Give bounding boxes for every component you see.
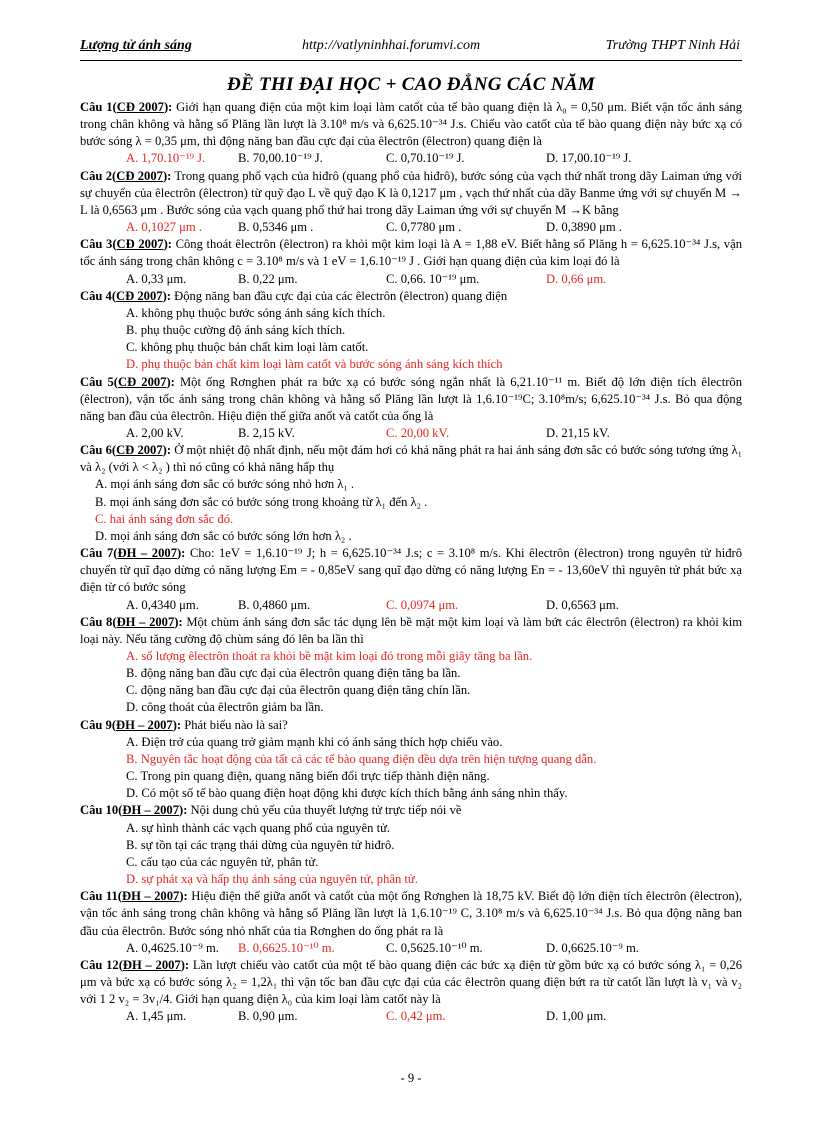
question-stem <box>80 545 742 596</box>
question-stem <box>80 614 742 648</box>
answer-option: B. sự tồn tại các trạng thái dừng của nguyên tử hiđrô. <box>126 837 395 852</box>
answer-option: A. số lượng êlectrôn thoát ra khỏi bề mặt kim loại đó trong mỗi giây tăng ba lần. <box>126 649 533 663</box>
question-stem <box>80 374 742 425</box>
question-number-close: ): <box>176 546 186 561</box>
question-text: Phát biểu nào là sai? <box>181 717 288 732</box>
answer-option: B. 0,4860 μm. <box>238 597 311 612</box>
answer-options-row <box>80 271 742 288</box>
question-text: Hiệu điện thế giữa anốt và catốt của một ống Rơnghen là 18,75 kV. Biết độ lớn điện tích êlectrôn (êlectron), vận tốc ánh sáng trong chân không và hằng số Plăng lần lượt là 1,6.10⁻¹⁹ C, 3.10⁸ m/s và 6,625.10⁻³⁴ J.s. Bỏ qua động năng ban đầu của êlectrôn. Bước sóng nhỏ nhất của tia Rơnghen do ống phát ra là <box>80 889 743 938</box>
answer-option: C. 0,7780 μm . <box>386 220 462 235</box>
answer-option: C. động năng ban đầu cực đại của êlectrôn quang điện tăng chín lần. <box>126 683 471 698</box>
question-stem <box>80 957 742 1008</box>
page-title: ĐỀ THI ĐẠI HỌC + CAO ĐẲNG CÁC NĂM <box>226 74 596 95</box>
answer-option: B. 0,90 μm. <box>238 1009 298 1024</box>
question-number: Câu 2( <box>80 168 117 183</box>
question-number-close: ): <box>179 889 188 904</box>
answer-option: A. 0,1027 μm . <box>126 220 203 235</box>
question-stem <box>80 168 742 219</box>
answer-option: A. Điện trở của quang trở giảm mạnh khi có ánh sáng thích hợp chiếu vào. <box>126 734 503 749</box>
question-source: CĐ 2007 <box>116 100 164 114</box>
question-stem <box>80 802 742 819</box>
question-source: ĐH – 2007 <box>116 614 175 629</box>
answer-options-row <box>80 1008 742 1025</box>
question-source: CĐ 2007 <box>116 168 163 183</box>
question-source: ĐH – 2007 <box>116 717 173 732</box>
answer-option: D. 17,00.10⁻¹⁹ J. <box>546 151 632 166</box>
answer-option: B. 70,00.10⁻¹⁹ J. <box>238 151 323 166</box>
question-number: Câu 12( <box>80 957 123 972</box>
question-number: Câu 10( <box>80 803 123 818</box>
question-source: CĐ 2007 <box>116 237 164 252</box>
question-text: Lần lượt chiếu vào catốt của một tế bào quang điện các bức xạ điện từ gồm bức xạ có bước sóng λ₁ = 0,26 μm và bức xạ có bước sóng λ₂ = 1,2λ₁ thì vận tốc ban đầu cực đại của các êlectrôn quang điện bứt ra từ catốt lần lượt là v₁ và v₂ với 1 2 v₂ = 3v₁/4. Giới hạn quang điện λ₀ của kim loại làm catốt này là <box>80 957 742 1007</box>
answer-option: C. 0,5625.10⁻¹⁰ m. <box>386 940 483 955</box>
answer-option: D. 0,66 μm. <box>546 271 607 286</box>
question-number: Câu 4( <box>80 288 117 303</box>
question-text: Động năng ban đầu cực đại của các êlectrôn (êlectron) quang điện <box>170 288 508 303</box>
answer-option: C. hai ánh sáng đơn sắc đó. <box>95 511 234 526</box>
answer-option: B. phụ thuộc cường độ ánh sáng kích thích. <box>126 323 346 338</box>
answer-option: D. 0,6625.10⁻⁹ m. <box>546 940 639 955</box>
question-stem <box>80 99 742 150</box>
answer-option: D. công thoát của êlectrôn giảm ba lần. <box>126 700 324 715</box>
question-number-close: ): <box>179 803 188 818</box>
question-list <box>80 99 742 1025</box>
question-text: Một ống Rơnghen phát ra bức xạ có bước sóng ngắn nhất là 6,21.10⁻¹¹ m. Biết độ lớn điện tích êlectrôn (êlectron), vận tốc ánh sáng trong chân không và hằng số Plăng lần lượt là 1,6.10⁻¹⁹C; 3.10⁸m/s; 6,625.10⁻³⁴ J.s. Bỏ qua động năng ban đầu của êlectrôn. Hiệu điện thế giữa anốt và catốt của ống là <box>80 374 742 423</box>
question-number: Câu 5( <box>80 374 118 389</box>
answer-option: B. 2,15 kV. <box>238 425 295 440</box>
answer-option: D. 1,00 μm. <box>546 1009 607 1024</box>
header-divider <box>80 60 742 61</box>
question-source: ĐH – 2007 <box>122 957 181 972</box>
question-stem <box>80 288 742 305</box>
question-text: Ở một nhiệt độ nhất định, nếu một đám hơi có khả năng phát ra hai ánh sáng đơn sắc có bước sóng tương ứng λ₁ và λ₂ (với λ < λ₂ ) thì nó cũng có khả năng hấp thụ <box>80 443 742 475</box>
answer-option: B. Nguyên tắc hoạt động của tất cả các tế bào quang điện đều dựa trên hiện tượng quang dẫn. <box>126 751 597 766</box>
answer-option: B. 0,5346 μm . <box>238 220 314 235</box>
header-url[interactable]: http://vatlyninhhai.forumvi.com <box>302 38 481 53</box>
question-number-close: ): <box>163 237 172 252</box>
question-number-close: ): <box>180 957 190 972</box>
question-text: Một chùm ánh sáng đơn sắc tác dụng lên bề mặt một kim loại và làm bứt các êlectrôn (êlectron) ra khỏi kim loại này. Nếu tăng cường độ chùm sáng đó lên ba lần thì <box>80 614 742 646</box>
question-text: Công thoát êlectrôn (êlectron) ra khỏi một kim loại là A = 1,88 eV. Biết hằng số Plăng h = 6,625.10⁻³⁴ J.s, vận tốc ánh sáng trong chân không c = 3.10⁸ m/s và 1 eV = 1,6.10⁻¹⁹ J . Giới hạn quang điện của kim loại đó là <box>80 237 742 269</box>
header-topic: Lượng tử ánh sáng <box>80 38 192 53</box>
header-school: Trường THPT Ninh Hải <box>605 38 740 53</box>
page-number: - 9 - <box>400 1071 422 1085</box>
answer-option: C. 0,66. 10⁻¹⁹ μm. <box>386 271 480 286</box>
answer-options-row <box>80 597 742 614</box>
answer-option: B. 0,22 μm. <box>238 271 298 286</box>
question-number-close: ): <box>162 288 171 303</box>
answer-option: C. 0,70.10⁻¹⁹ J. <box>386 151 465 166</box>
answer-option: A. sự hình thành các vạch quang phổ của nguyên tử. <box>126 820 391 835</box>
question-stem <box>80 888 742 939</box>
question-number-close: ): <box>172 717 182 732</box>
answer-option: A. 0,4340 μm. <box>126 597 199 612</box>
question-source: ĐH – 2007 <box>122 803 180 818</box>
answer-option: B. mọi ánh sáng đơn sắc có bước sóng trong khoảng từ λ₁ đến λ₂ . <box>95 494 428 509</box>
answer-option: D. 0,3890 μm . <box>546 220 623 235</box>
question-number-close: ): <box>162 168 172 183</box>
question-number: Câu 6( <box>80 443 117 458</box>
question-number: Câu 11( <box>80 889 122 904</box>
question-number: Câu 1( <box>80 100 117 114</box>
answer-options-row <box>80 425 742 442</box>
question-source: CĐ 2007 <box>117 374 167 389</box>
answer-option: D. mọi ánh sáng đơn sắc có bước sóng lớn hơn λ₂ . <box>95 528 352 543</box>
answer-option: C. cấu tạo của các nguyên tử, phân tử. <box>126 854 319 869</box>
question-stem <box>80 236 742 270</box>
answer-option: A. 1,70.10⁻¹⁹ J. <box>126 151 206 166</box>
answer-option: A. 2,00 kV. <box>126 425 184 440</box>
answer-option: C. 20,00 kV. <box>386 425 450 440</box>
question-number-close: ): <box>162 443 172 458</box>
answer-option: A. mọi ánh sáng đơn sắc có bước sóng nhỏ hơn λ₁ . <box>95 477 355 492</box>
answer-option: D. Có một số tế bào quang điện hoạt động khi được kích thích bằng ánh sáng nhìn thấy. <box>126 786 568 801</box>
answer-options-row <box>80 150 742 167</box>
answer-option: D. 21,15 kV. <box>546 425 610 440</box>
answer-option: A. không phụ thuộc bước sóng ánh sáng kích thích. <box>126 305 386 320</box>
answer-option: A. 0,33 μm. <box>126 271 187 286</box>
question-number-close: ): <box>163 100 173 114</box>
answer-option: D. phụ thuộc bản chất kim loại làm catốt và bước sóng ánh sáng kích thích <box>126 357 503 372</box>
answer-options-row <box>80 940 742 957</box>
question-stem <box>80 442 742 476</box>
question-source: ĐH – 2007 <box>117 546 177 561</box>
question-source: ĐH – 2007 <box>121 889 180 904</box>
question-text: Nội dung chủ yếu của thuyết lượng tử trực tiếp nói về <box>187 803 462 818</box>
answer-option: B. động năng ban đầu cực đại của êlectrôn quang điện tăng ba lần. <box>126 666 461 681</box>
answer-option: A. 1,45 μm. <box>126 1009 187 1024</box>
question-source: CĐ 2007 <box>116 443 163 458</box>
answer-option: D. sự phát xạ và hấp thụ ánh sáng của nguyên tử, phân tử. <box>126 872 418 887</box>
answer-option: C. không phụ thuộc bản chất kim loại làm catốt. <box>126 340 369 355</box>
answer-option: A. 0,4625.10⁻⁹ m. <box>126 940 219 955</box>
question-number-close: ): <box>166 374 175 389</box>
answer-option: B. 0,6625.10⁻¹⁰ m. <box>238 940 335 955</box>
answer-option: C. 0,42 μm. <box>386 1009 446 1024</box>
question-number: Câu 8( <box>80 614 117 629</box>
question-text: Cho: 1eV = 1,6.10⁻¹⁹ J; h = 6,625.10⁻³⁴ J.s; c = 3.10⁸ m/s. Khi êlectrôn (êlectron) trong nguyên tử hiđrô chuyển từ quĩ đạo dừng có năng lượng Em = - 0,85eV sang quĩ đạo dừng có năng lượng En = - 13,60eV thì nguyên tử phát bức xạ điện từ có bước sóng <box>80 546 742 595</box>
question-number: Câu 7( <box>80 546 118 561</box>
answer-option: C. Trong pin quang điện, quang năng biến đổi trực tiếp thành điện năng. <box>126 769 490 784</box>
question-number: Câu 9( <box>80 717 117 732</box>
question-number: Câu 3( <box>80 237 117 252</box>
page-header <box>80 38 740 58</box>
answer-options-row <box>80 219 742 236</box>
question-text: Giới hạn quang điện của một kim loại làm catốt của tế bào quang điện là λ₀ = 0,50 μm. Biết vận tốc ánh sáng trong chân không và hằng số Plăng lần lượt là 3.10⁸ m/s và 6,625.10⁻³⁴ J.s. Chiếu vào catốt của tế bào quang điện này bức xạ có bước sóng λ = 0,35 μm, thì động năng ban đầu cực đại của êlectrôn (êlectron) quang điện là <box>80 100 742 149</box>
question-number-close: ): <box>174 614 183 629</box>
answer-option: D. 0,6563 μm. <box>546 597 619 612</box>
question-source: CĐ 2007 <box>116 288 163 303</box>
question-text: Trong quang phổ vạch của hiđrô (quang phổ của hiđrô), bước sóng của vạch thứ nhất trong dãy Laiman ứng với sự chuyển của êlectrôn (êlectron) từ quỹ đạo L về quỹ đạo K là 0,1217 μm , vạch thứ nhất của dãy Banme ứng với sự chuyển M → L là 0,6563 μm . Bước sóng của vạch quang phổ thứ hai trong dãy Laiman ứng với sự chuyển M →K bằng <box>80 168 742 217</box>
answer-option: C. 0,0974 μm. <box>386 597 459 612</box>
question-stem <box>80 717 742 734</box>
